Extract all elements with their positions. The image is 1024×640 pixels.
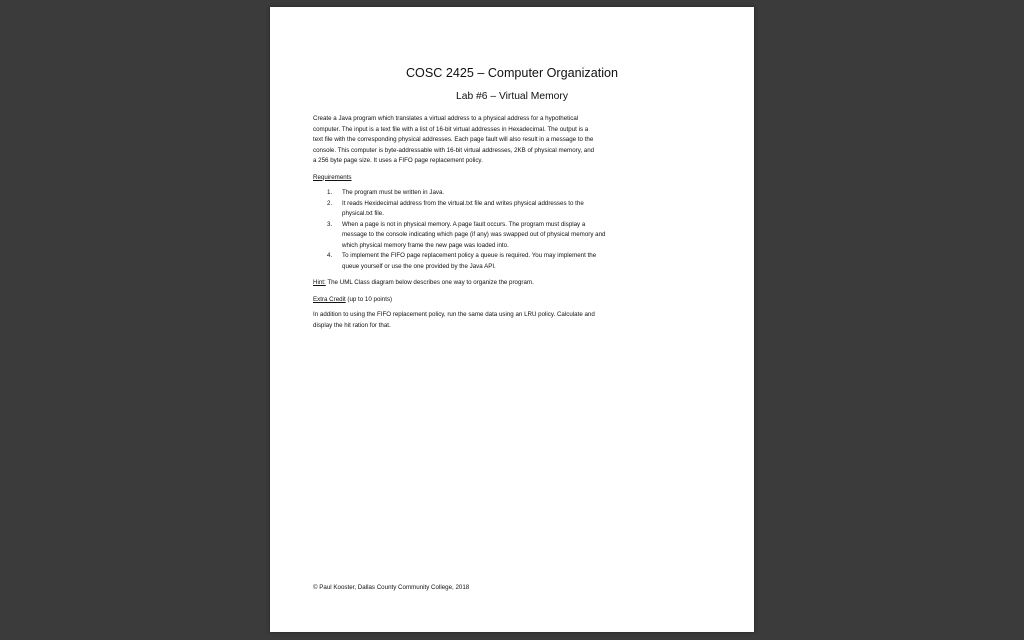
extra-credit-line: display the hit ration for that. xyxy=(313,321,391,329)
intro-line: Create a Java program which translates a virtual address to a physical address for a hypothetical xyxy=(313,115,579,122)
list-item xyxy=(327,199,713,220)
hint-label: Hint: xyxy=(313,279,326,286)
requirements-list xyxy=(313,188,713,272)
list-line: The program must be written in Java. xyxy=(342,189,445,196)
list-line: queue yourself or use the one provided by the Java API. xyxy=(342,262,496,270)
document-subtitle: Lab #6 – Virtual Memory xyxy=(456,91,568,102)
list-line: message to the console indicating which page (if any) was swapped out of physical memory and xyxy=(342,231,606,238)
document-page xyxy=(270,7,754,632)
list-number: 2. xyxy=(327,199,333,207)
document-footer: © Paul Kooster, Dallas County Community College, 2018 xyxy=(313,584,470,591)
hint-text: The UML Class diagram below describes one way to organize the program. xyxy=(325,279,534,286)
list-line: physical.txt file. xyxy=(342,210,384,217)
list-item xyxy=(327,220,713,252)
extra-credit-label: Extra Credit xyxy=(313,295,346,303)
hint-paragraph xyxy=(313,278,713,289)
list-number: 3. xyxy=(327,220,333,228)
intro-line: text file with the corresponding physical addresses. Each page fault will also result in a message to the xyxy=(313,136,594,143)
extra-credit-heading xyxy=(313,295,713,306)
list-item xyxy=(327,251,713,272)
list-line: When a page is not in physical memory. A page fault occurs. The program must display a xyxy=(342,220,586,228)
list-item xyxy=(327,188,713,199)
requirements-heading: Requirements xyxy=(313,173,352,181)
extra-credit-points: (up to 10 points) xyxy=(345,295,393,303)
intro-line: a 256 byte page size. It uses a FIFO page replacement policy. xyxy=(313,157,483,164)
intro-paragraph xyxy=(313,114,713,167)
list-line: It reads Hexidecimal address from the virtual.txt file and writes physical addresses to the xyxy=(342,199,584,207)
list-line: which physical memory frame the new page was loaded into. xyxy=(342,241,509,249)
extra-credit-line: In addition to using the FIFO replacement policy, run the same data using an LRU policy. Calculate and xyxy=(313,311,595,318)
extra-credit-paragraph xyxy=(313,310,713,331)
list-line: To implement the FIFO page replacement policy a queue is required. You may implement the xyxy=(342,252,597,259)
intro-line: computer. The input is a text file with a list of 16-bit virtual addresses in Hexadecimal. The output is a xyxy=(313,125,589,133)
list-number: 4. xyxy=(327,252,333,259)
intro-line: console. This computer is byte-addressable with 16-bit virtual addresses, 2KB of physical memory, and xyxy=(313,146,595,154)
list-number: 1. xyxy=(327,189,333,196)
document-title: COSC 2425 – Computer Organization xyxy=(405,66,619,80)
document-body xyxy=(313,114,713,331)
